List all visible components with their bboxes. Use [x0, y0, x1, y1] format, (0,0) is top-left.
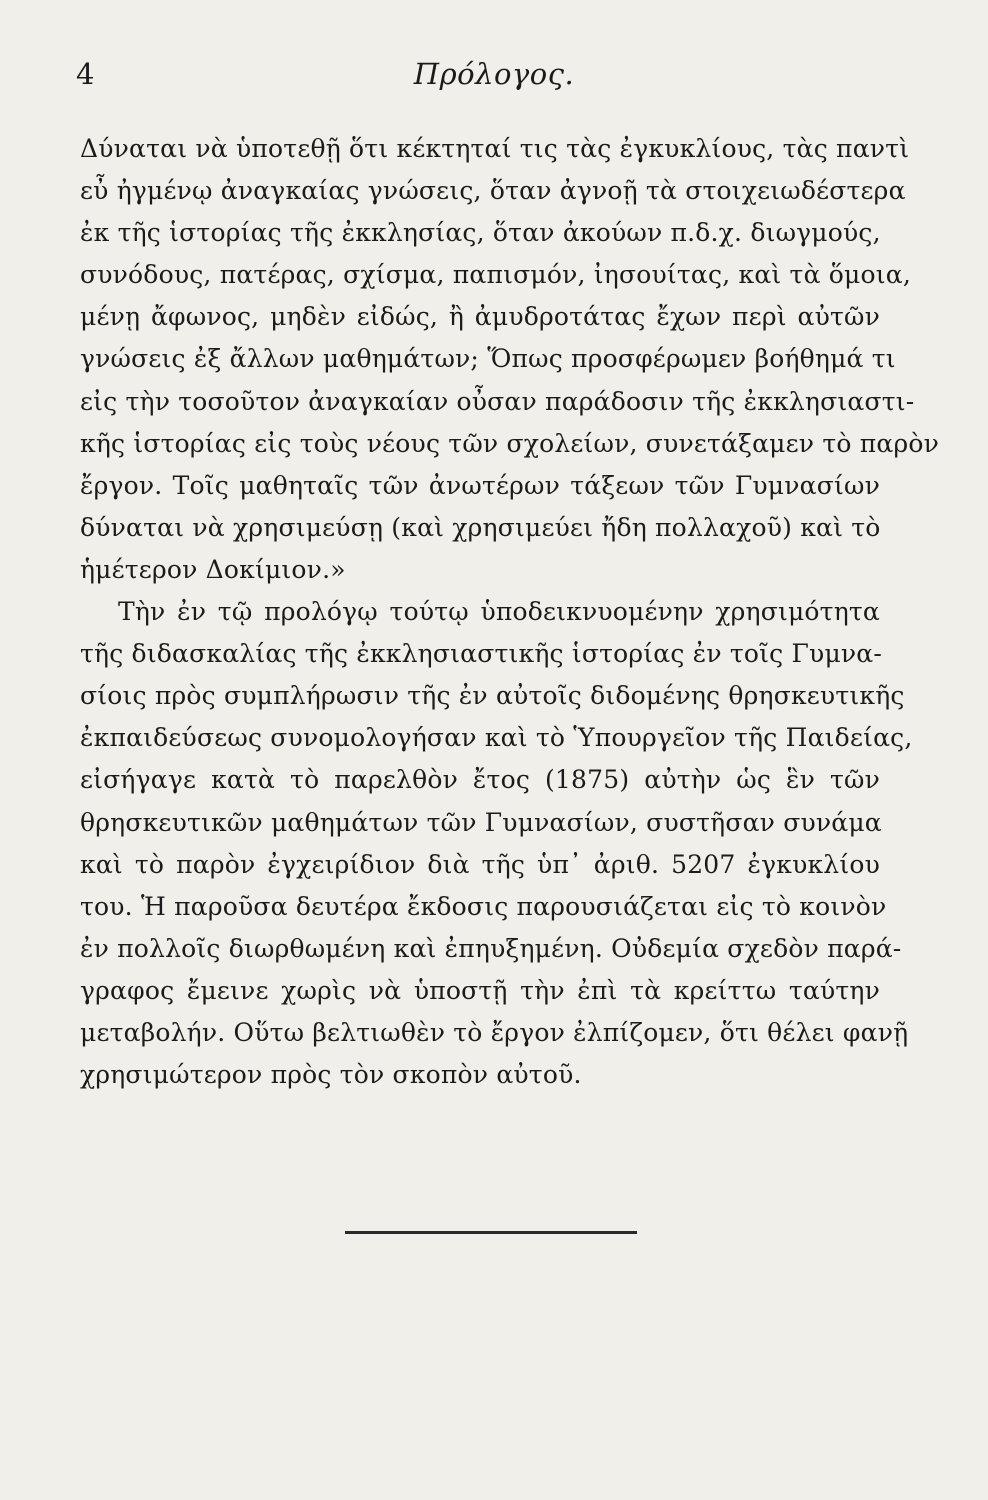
closing-rule [345, 1231, 637, 1234]
text-line: του. Ἡ παροῦσα δευτέρα ἔκδοσις παρουσιάζεται εἰς τὸ κοινὸν [80, 891, 887, 921]
text-line: ἐκπαιδεύσεως συνομολογήσαν καὶ τὸ Ὑπουργεῖον τῆς Παιδείας, [80, 723, 913, 753]
running-head: Πρόλογος. [413, 57, 575, 91]
text-line: κῆς ἱστορίας εἰς τοὺς νέους τῶν σχολείων, συνετάξαμεν τὸ παρὸν [80, 428, 940, 458]
text-line: δύναται νὰ χρησιμεύσῃ (καὶ χρησιμεύει ἤδη πολλαχοῦ) καὶ τὸ [80, 512, 881, 542]
text-line: εἰς τὴν τοσοῦτον ἀναγκαίαν οὖσαν παράδοσιν τῆς ἐκκλησιαστι- [80, 386, 915, 416]
text-line: ἐκ τῆς ἱστορίας τῆς ἐκκλησίας, ὅταν ἀκούων π.δ.χ. διωγμούς, [80, 218, 881, 248]
text-line: εὖ ἠγμένῳ ἀναγκαίας γνώσεις, ὅταν ἀγνοῇ τὰ στοιχειωδέστερα [80, 176, 906, 206]
body-text [80, 128, 940, 1096]
text-line: Δύναται νὰ ὑποτεθῇ ὅτι κέκτηταί τις τὰς ἐγκυκλίους, τὰς παντὶ [80, 134, 910, 163]
text-line: μένῃ ἄφωνος, μηδὲν εἰδώς, ἢ ἀμυδροτάτας ἔχων περὶ αὐτῶν [80, 302, 880, 332]
page-number: 4 [76, 57, 95, 91]
text-line: ἔργον. Τοῖς μαθηταῖς τῶν ἀνωτέρων τάξεων τῶν Γυμνασίων [80, 470, 880, 500]
text-line: συνόδους, πατέρας, σχίσμα, παπισμόν, ἰησουίτας, καὶ τὰ ὅμοια, [80, 260, 911, 290]
text-line: σίοις πρὸς συμπλήρωσιν τῆς ἐν αὐτοῖς διδομένης θρησκευτικῆς [80, 681, 905, 711]
text-line: εἰσήγαγε κατὰ τὸ παρελθὸν ἔτος (1875) αὐτὴν ὡς ἓν τῶν [80, 765, 880, 795]
paragraph-end-line: ἡμέτερον Δοκίμιον.» [80, 554, 346, 584]
paragraph-start-line: Τὴν ἐν τῷ προλόγῳ τούτῳ ὑποδεικνυομένην χρησιμότητα [118, 597, 880, 627]
text-line: καὶ τὸ παρὸν ἐγχειρίδιον διὰ τῆς ὑπ᾽ ἀριθ. 5207 ἐγκυκλίου [80, 849, 880, 879]
text-line: θρησκευτικῶν μαθημάτων τῶν Γυμνασίων, συστῆσαν συνάμα [80, 807, 882, 837]
text-line: τῆς διδασκαλίας τῆς ἐκκλησιαστικῆς ἱστορίας ἐν τοῖς Γυμνα- [80, 639, 883, 669]
paragraph-end-line: χρησιμώτερον πρὸς τὸν σκοπὸν αὐτοῦ. [80, 1060, 582, 1090]
text-line: γραφος ἔμεινε χωρὶς νὰ ὑποστῇ τὴν ἐπὶ τὰ κρείττω ταύτην [80, 975, 880, 1005]
text-line: ἐν πολλοῖς διωρθωμένη καὶ ἐπηυξημένη. Οὐδεμία σχεδὸν παρά- [80, 933, 902, 963]
text-line: μεταβολήν. Οὕτω βελτιωθὲν τὸ ἔργον ἐλπίζομεν, ὅτι θέλει φανῇ [80, 1017, 909, 1047]
text-line: γνώσεις ἐξ ἄλλων μαθημάτων; Ὅπως προσφέρωμεν βοήθημά τι [80, 344, 896, 374]
